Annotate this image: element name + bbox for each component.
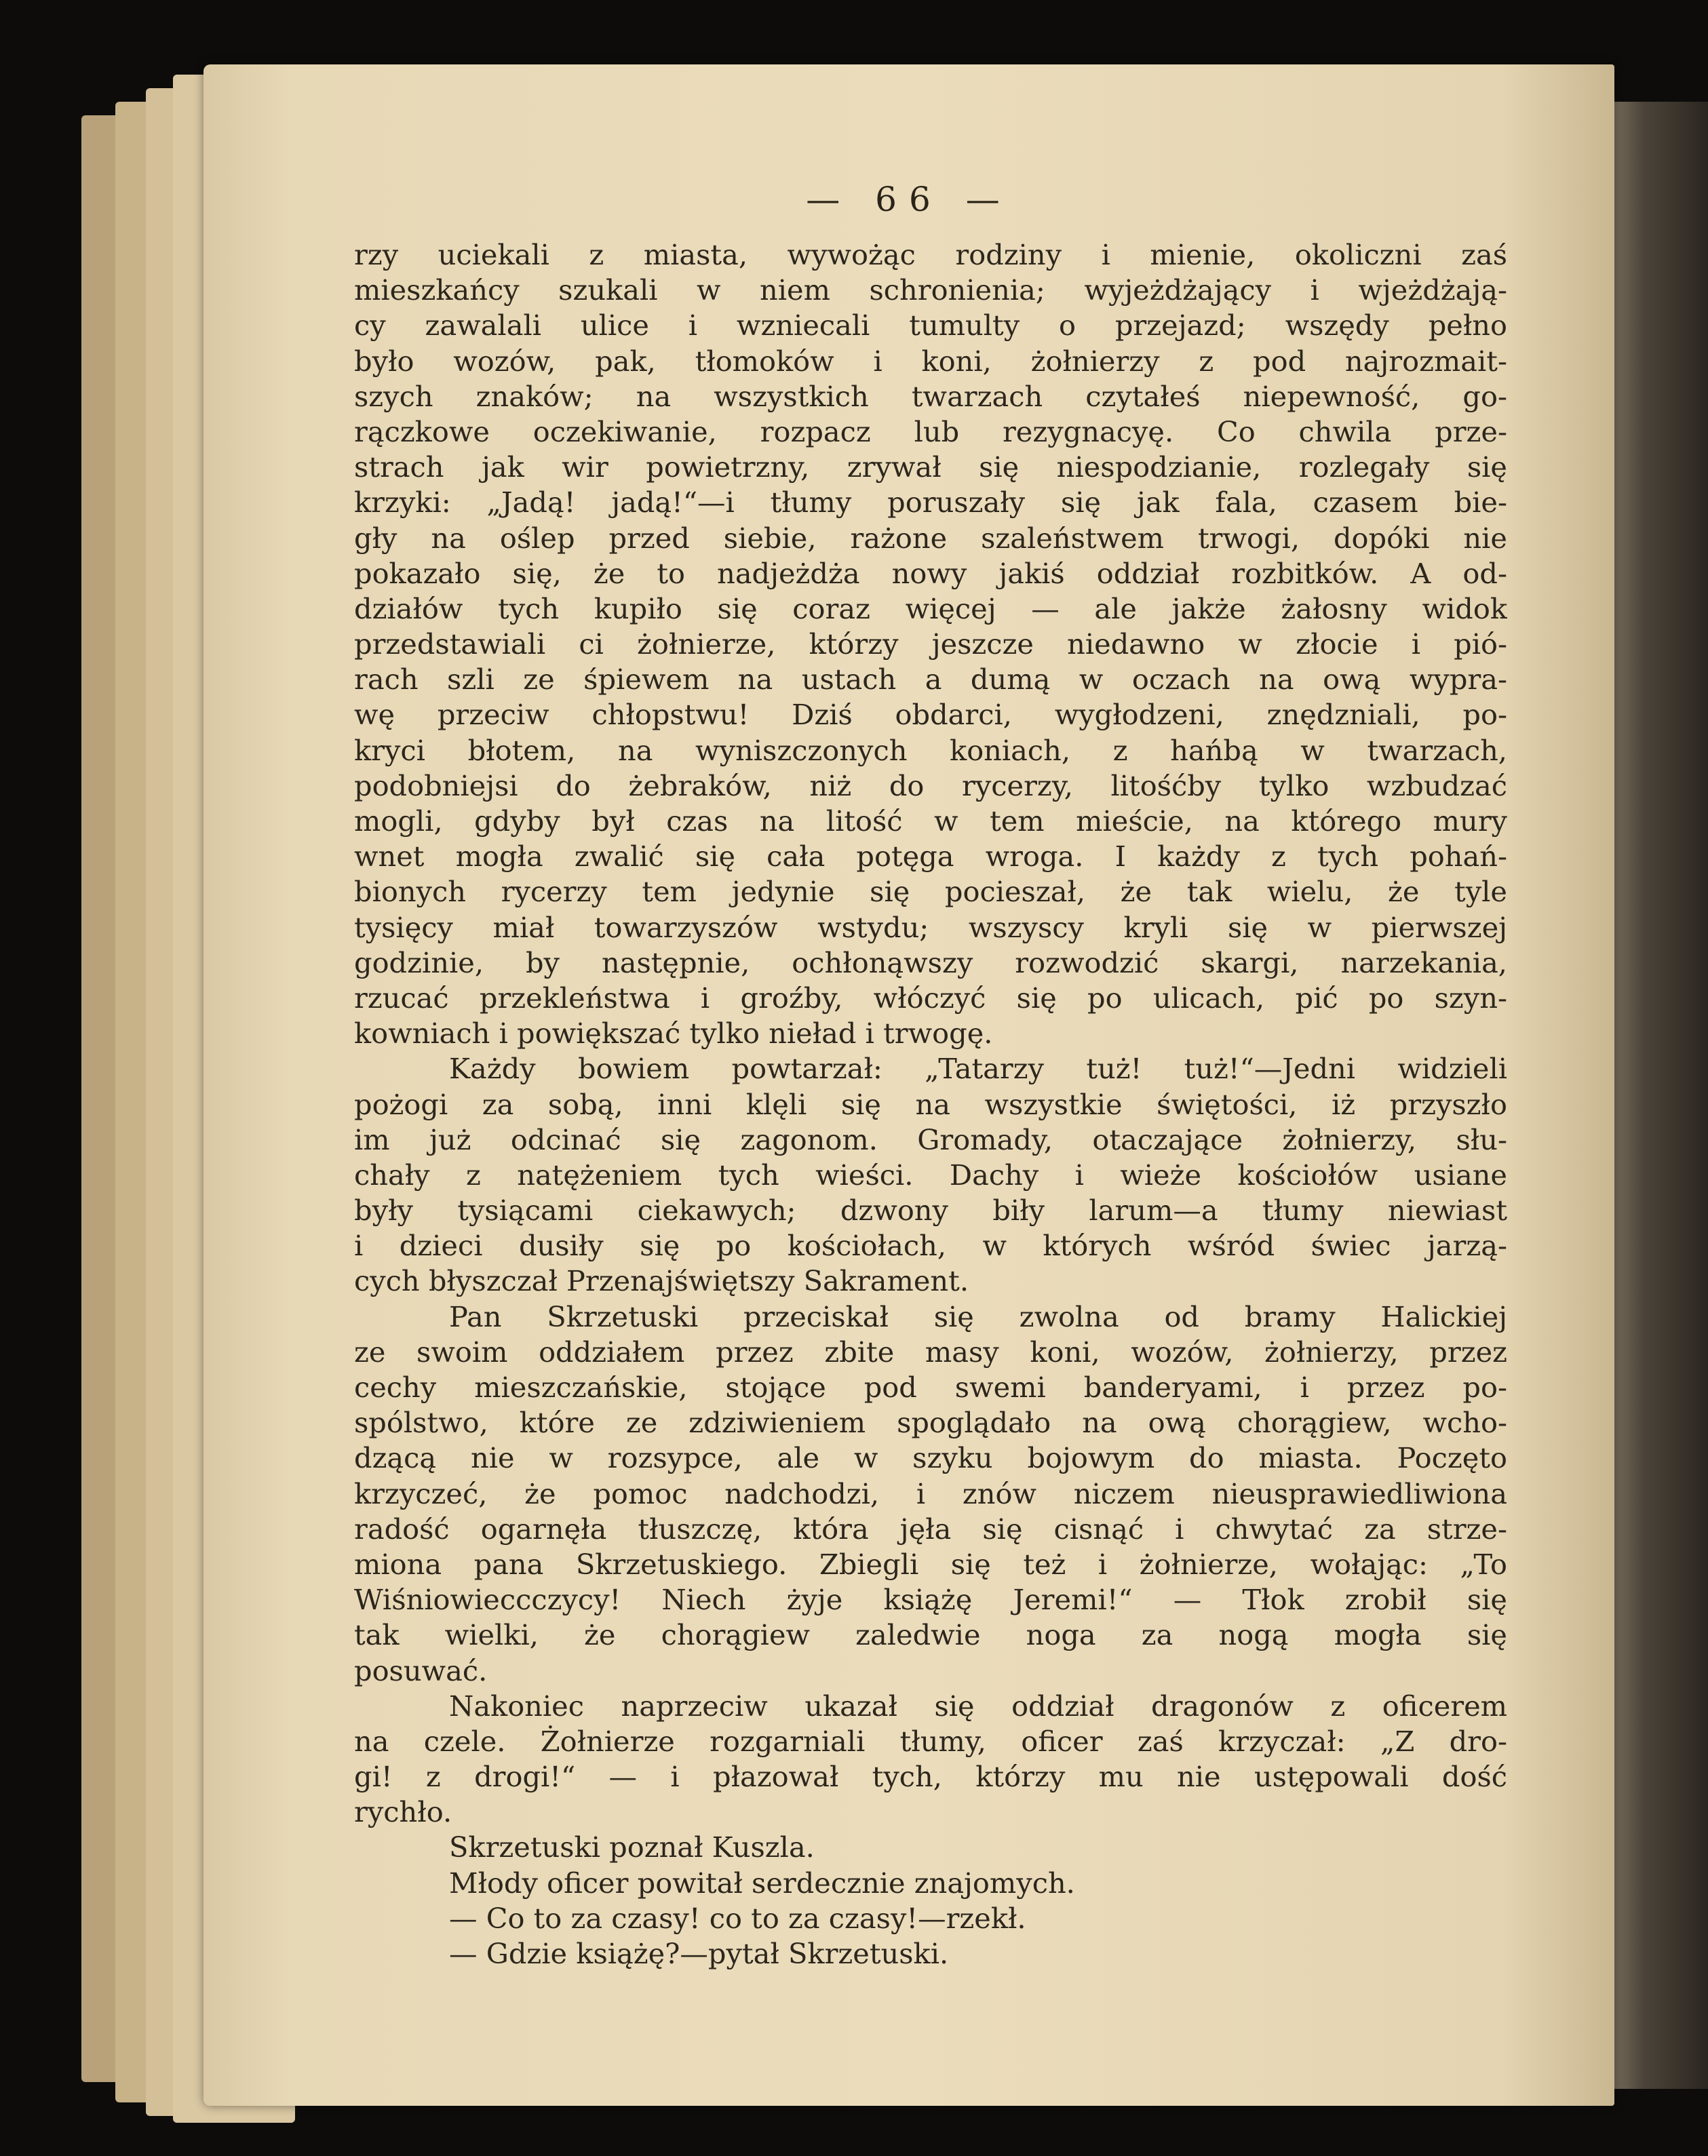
text-line: dzącą nie w rozsypce, ale w szyku bojowym do miasta. Poczęto	[354, 1441, 1507, 1475]
text-line: ze swoim oddziałem przez zbite masy koni, wozów, żołnierzy, przez	[354, 1335, 1507, 1369]
text-line: kowniach i powiększać tylko nieład i trwogę.	[354, 1017, 993, 1051]
text-line: rzy uciekali z miasta, wywożąc rodziny i mienie, okoliczni zaś	[354, 238, 1507, 271]
body-text	[354, 237, 1507, 1972]
text-line: pokazało się, że to nadjeżdża nowy jakiś oddział rozbitków. A od-	[354, 556, 1507, 590]
text-line: — Gdzie książę?—pytał Skrzetuski.	[449, 1937, 949, 1970]
text-line: cy zawalali ulice i wzniecali tumulty o przejazd; wszędy pełno	[354, 309, 1507, 342]
text-line: pożogi za sobą, inni klęli się na wszystkie świętości, iż przyszło	[354, 1087, 1507, 1121]
page-number: — 66 —	[806, 180, 1012, 219]
text-line: podobniejsi do żebraków, niż do rycerzy, litośćby tylko wzbudzać	[354, 768, 1507, 802]
text-line: i dzieci dusiły się po kościołach, w których wśród świec jarzą-	[354, 1229, 1507, 1263]
text-line: chały z natężeniem tych wieści. Dachy i wieże kościołów usiane	[354, 1158, 1507, 1192]
text-line: przedstawiali ci żołnierze, którzy jeszcze niedawno w złocie i pió-	[354, 627, 1507, 661]
text-line: krzyczeć, że pomoc nadchodzi, i znów niczem nieusprawiedliwiona	[354, 1476, 1507, 1510]
text-line: kryci błotem, na wyniszczonych koniach, z hańbą w twarzach,	[354, 733, 1507, 767]
text-line: były tysiącami ciekawych; dzwony biły larum—a tłumy niewiast	[354, 1194, 1507, 1228]
text-line: rączkowe oczekiwanie, rozpacz lub rezygnacyę. Co chwila prze-	[354, 414, 1507, 448]
text-line: gły na oślep przed siebie, rażone szaleństwem trwogi, dopóki nie	[354, 521, 1507, 555]
text-line: wę przeciw chłopstwu! Dziś obdarci, wygłodzeni, znędzniali, po-	[354, 698, 1507, 732]
text-line: szych znaków; na wszystkich twarzach czytałeś niepewność, go-	[354, 379, 1507, 413]
text-line: miona pana Skrzetuskiego. Zbiegli się też i żołnierze, wołając: „To	[354, 1547, 1507, 1581]
text-line: Skrzetuski poznał Kuszla.	[449, 1830, 815, 1864]
text-line: bionych rycerzy tem jedynie się pocieszał, że tak wielu, że tyle	[354, 875, 1507, 909]
text-line: godzinie, by następnie, ochłonąwszy rozwodzić skargi, narzekania,	[354, 945, 1507, 979]
text-line: posuwać.	[354, 1653, 488, 1687]
text-line: cych błyszczał Przenajświętszy Sakrament.	[354, 1264, 969, 1298]
text-line: spólstwo, które ze zdziwieniem spoglądało na ową chorągiew, wcho-	[354, 1406, 1507, 1440]
text-line: Wiśniowieccczycy! Niech żyje książę Jeremi!“ — Tłok zrobił się	[354, 1583, 1507, 1617]
text-line: mieszkańcy szukali w niem schronienia; wyjeżdżający i wjeżdżają-	[354, 273, 1507, 307]
text-line: było wozów, pak, tłomoków i koni, żołnierzy z pod najrozmait-	[354, 344, 1507, 378]
facing-page-edge	[1601, 102, 1708, 2089]
text-line: cechy mieszczańskie, stojące pod swemi banderyami, i przez po-	[354, 1371, 1507, 1404]
text-line: tysięcy miał towarzyszów wstydu; wszyscy kryli się w pierwszej	[354, 910, 1507, 944]
text-line: mogli, gdyby był czas na litość w tem mieście, na którego mury	[354, 804, 1507, 838]
text-line: im już odcinać się zagonom. Gromady, otaczające żołnierzy, słu-	[354, 1122, 1507, 1156]
text-line: rzucać przekleństwa i groźby, włóczyć się po ulicach, pić po szyn-	[354, 981, 1507, 1015]
text-line: gi! z drogi!“ — i płazował tych, którzy mu nie ustępowali dość	[354, 1760, 1507, 1794]
text-line: wnet mogła zwalić się cała potęga wroga. I każdy z tych pohań-	[354, 840, 1507, 874]
text-line: strach jak wir powietrzny, zrywał się niespodzianie, rozlegały się	[354, 450, 1507, 484]
text-line: krzyki: „Jadą! jadą!“—i tłumy poruszały się jak fala, czasem bie-	[354, 486, 1507, 520]
text-line: Pan Skrzetuski przeciskał się zwolna od bramy Halickiej	[449, 1299, 1507, 1333]
text-line: — Co to za czasy! co to za czasy!—rzekł.	[449, 1901, 1026, 1935]
text-line: na czele. Żołnierze rozgarniali tłumy, oficer zaś krzyczał: „Z dro-	[354, 1724, 1507, 1758]
text-line: działów tych kupiło się coraz więcej — ale jakże żałosny widok	[354, 591, 1507, 625]
text-line: Młody oficer powitał serdecznie znajomych.	[449, 1866, 1075, 1900]
text-line: radość ogarnęła tłuszczę, która jęła się cisnąć i chwytać za strze-	[354, 1512, 1507, 1546]
text-line: tak wielki, że chorągiew zaledwie noga za nogą mogła się	[354, 1618, 1507, 1652]
text-line: Nakoniec naprzeciw ukazał się oddział dragonów z oficerem	[449, 1689, 1507, 1723]
text-line: Każdy bowiem powtarzał: „Tatarzy tuż! tuż!“—Jedni widzieli	[449, 1052, 1507, 1086]
text-line: rach szli ze śpiewem na ustach a dumą w oczach na ową wypra-	[354, 663, 1507, 697]
text-line: rychło.	[354, 1795, 452, 1829]
